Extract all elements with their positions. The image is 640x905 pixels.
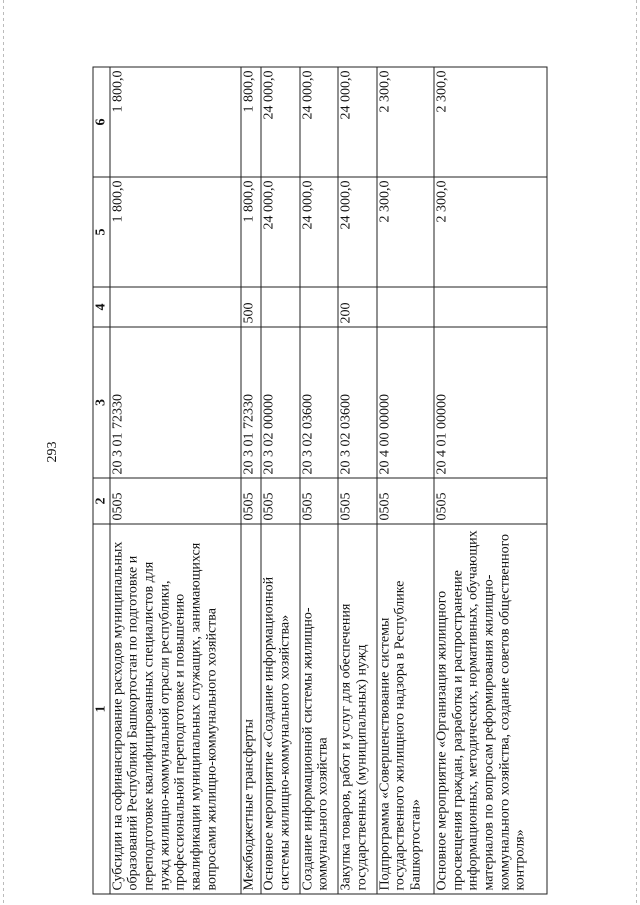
row-amount-5: 1 800,0 [110,177,242,287]
row-amount-5: 2 300,0 [377,177,434,287]
row-amount-6: 1 800,0 [241,67,261,177]
row-amount-5: 24 000,0 [300,177,338,287]
table-row [377,67,434,894]
row-amount-6: 1 800,0 [110,67,242,177]
row-section: 0505 [241,478,261,524]
row-target: 20 3 02 00000 [261,327,299,478]
table-row [241,67,261,894]
rotated-table-container [93,68,548,895]
header-col-2: 2 [93,478,110,524]
budget-table [93,67,548,895]
row-name: Основное мероприятие «Создание информационной системы жилищно-коммунального хозяйства» [261,524,299,894]
row-amount-6: 2 300,0 [377,67,434,177]
page-number: 293 [45,441,60,463]
row-name: Создание информационной системы жилищно-коммунального хозяйства [300,524,338,894]
row-type: 200 [338,287,376,327]
scan-edge-right [636,0,637,905]
scan-edge-left [3,0,4,905]
row-name: Субсидии на софинансирование расходов муниципальных образований Республики Башкортостан по подготовке и переподготовке квалифицированных специалистов для нужд жилищно-коммунальной отрасли республики, профессиональной переподготовке и повышению квалификации муниципальных служащих, занимающихся вопросами жилищно-коммунального хозяйства [110,524,242,894]
row-section: 0505 [110,478,242,524]
row-section: 0505 [377,478,434,524]
row-target: 20 4 01 00000 [434,327,547,478]
row-name: Подпрограмма «Совершенствование системы государственного жилищного надзора в Республике Башкортостан» [377,524,434,894]
table-row [434,67,547,894]
table-row [300,67,338,894]
row-type: 500 [241,287,261,327]
header-row [93,67,110,894]
row-name: Закупка товаров, работ и услуг для обеспечения государственных (муниципальных) нужд [338,524,376,894]
header-col-1: 1 [93,524,110,894]
row-amount-6: 2 300,0 [434,67,547,177]
header-col-6: 6 [93,67,110,177]
row-amount-5: 24 000,0 [338,177,376,287]
row-type [261,287,299,327]
row-type [377,287,434,327]
row-amount-5: 2 300,0 [434,177,547,287]
row-type [110,287,242,327]
row-amount-5: 24 000,0 [261,177,299,287]
row-target: 20 3 01 72330 [110,327,242,478]
row-section: 0505 [434,478,547,524]
row-section: 0505 [338,478,376,524]
table-row [110,67,242,894]
row-name: Основное мероприятие «Организация жилищного просвещения граждан, разработка и распространение информационных, методических, нормативных, обучающих материалов по вопросам реформирования жилищно-коммунального хозяйства, создание советов общественного контроля» [434,524,547,894]
row-target: 20 3 01 72330 [241,327,261,478]
row-target: 20 4 00 00000 [377,327,434,478]
row-section: 0505 [300,478,338,524]
header-col-3: 3 [93,327,110,478]
row-target: 20 3 02 03600 [300,327,338,478]
row-target: 20 3 02 03600 [338,327,376,478]
header-col-4: 4 [93,287,110,327]
row-section: 0505 [261,478,299,524]
row-amount-6: 24 000,0 [261,67,299,177]
row-type [434,287,547,327]
header-col-5: 5 [93,177,110,287]
row-amount-6: 24 000,0 [300,67,338,177]
table-row [338,67,376,894]
row-type [300,287,338,327]
row-amount-5: 1 800,0 [241,177,261,287]
row-name: Межбюджетные трансферты [241,524,261,894]
row-amount-6: 24 000,0 [338,67,376,177]
table-row [261,67,299,894]
